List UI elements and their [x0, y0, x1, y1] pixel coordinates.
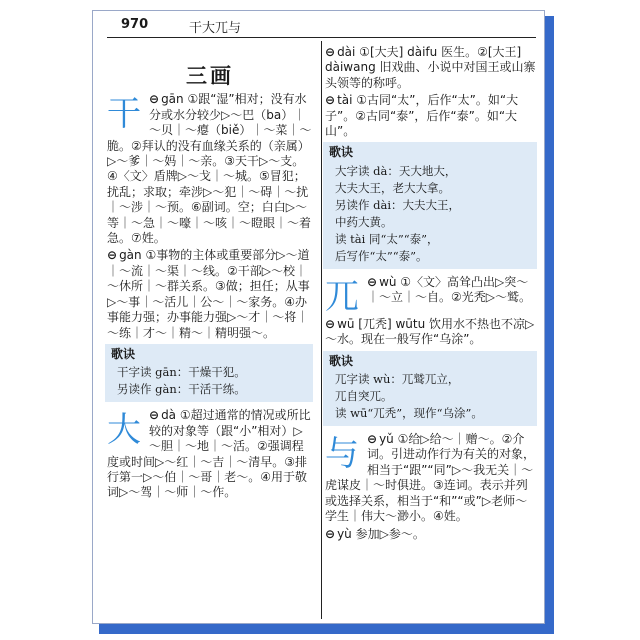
- headword-gan: 干: [107, 94, 141, 135]
- sense-yu-1: ⊖ yǔ ①给▷给～｜赠～。②介词。引进动作行为有关的对象，相当于“跟”“同”▷～我无关｜～虎谋皮｜～时俱进。③连词。表示并列或选择关系，相当于“和”“或”▷老师～学生｜伟大～渺小。④姓。: [325, 432, 536, 524]
- headword-da: 大: [107, 410, 141, 451]
- entry-da-continued: [325, 45, 537, 269]
- mnemonic-line: 大字读 dà：天大地大，: [335, 163, 457, 178]
- sense-yu-2: ⊖ yù 参加▷参～。: [325, 526, 425, 541]
- sense-da-3: ⊖ tài ①古同“太”，后作“太”。如“大子”。②古同“泰”，后作“泰”。如“大山”。: [325, 93, 519, 139]
- left-column: [107, 41, 313, 505]
- mnemonic-line: 兀自突兀。: [335, 389, 393, 404]
- mnemonic-line: 大夫大王，老大大拿。: [335, 180, 450, 195]
- sense-da-2: ⊖ dài ①[大夫] dàifu 医生。②[大王] dàiwang 旧戏曲、小说中对国王或山寨头领等的称呼。: [325, 45, 536, 90]
- mnemonic-box-wu: [323, 351, 537, 426]
- mnemonic-line: 另读作 dài：大夫大王，: [335, 197, 461, 212]
- mnemonic-line: 兀字读 wù：兀鹫兀立，: [335, 372, 460, 387]
- column-divider: [321, 41, 322, 619]
- entry-yu: [325, 432, 537, 542]
- entry-wu: [325, 275, 537, 426]
- headword-wu: 兀: [325, 276, 359, 317]
- header-chars: 干大兀与: [189, 21, 242, 36]
- mnemonic-title: 歌诀: [111, 346, 136, 361]
- page-number: 970: [121, 17, 149, 32]
- dictionary-page: [92, 10, 545, 624]
- page-header: [107, 15, 536, 38]
- mnemonic-box-gan: [105, 344, 313, 402]
- mnemonic-line: 中药大黄。: [335, 214, 393, 229]
- section-title: 三画: [186, 64, 234, 88]
- mnemonic-line: 后写作“太”“泰”。: [335, 248, 428, 263]
- headword-yu: 与: [325, 434, 359, 475]
- right-column: [325, 43, 537, 546]
- sense-da-1: ⊖ dà ①超过通常的情况或所比较的对象等（跟“小”相对）▷～胆｜～地｜～活。②强调程度或时间▷～红｜～吉｜～清早。③排行第一▷～伯｜～哥｜老～。④用于敬词▷～驾｜～师｜～作。: [107, 408, 311, 500]
- mnemonic-box-da: [323, 142, 537, 268]
- sense-gan-1: ⊖ gān ①跟“湿”相对；没有水分或水分较少▷～巴（ba）｜～贝｜～瘪（biě）｜～菜｜～脆。②拜认的没有血缘关系的（亲属）▷～爹｜～妈｜～亲。③天干▷～支。④〈文〉盾牌▷～戈｜～城。⑤冒犯；扰乱；求取；牵涉▷～犯｜～碍｜～扰｜～涉｜～预。⑥副词。空；白白▷～等｜～急｜～嚎｜～咳｜～瞪眼｜～着急。⑦姓。: [107, 92, 312, 246]
- mnemonic-title: 歌诀: [329, 145, 354, 160]
- mnemonic-line: 另读作 gàn：干活干练。: [117, 382, 246, 397]
- mnemonic-title: 歌诀: [329, 353, 354, 368]
- entry-da: [107, 408, 313, 500]
- sense-gan-2: ⊖ gàn ①事物的主体或重要部分▷～道｜～流｜～渠｜～线。②干部▷～校｜～休所｜～群关系。③做；担任；从事▷～事｜～活儿｜公～｜～家务。④办事能力强；办事能力强▷～才｜～将｜～练｜才～｜精～｜精明强～。: [107, 248, 310, 340]
- mnemonic-line: 读 wū“兀秃”，现作“乌涂”。: [335, 406, 483, 421]
- mnemonic-line: 读 tài 同“太”“泰”，: [335, 231, 439, 246]
- sense-wu-2: ⊖ wū [兀秃] wūtu 饮用水不热也不凉▷～水。现在一般写作“乌涂”。: [325, 316, 535, 347]
- entry-gan: [107, 92, 313, 402]
- sense-wu-1: ⊖ wù ①〈文〉高耸凸出▷突～｜～立｜～自。②光秃▷～鹫。: [367, 274, 531, 305]
- mnemonic-line: 干字读 gān：干燥干犯。: [117, 365, 246, 380]
